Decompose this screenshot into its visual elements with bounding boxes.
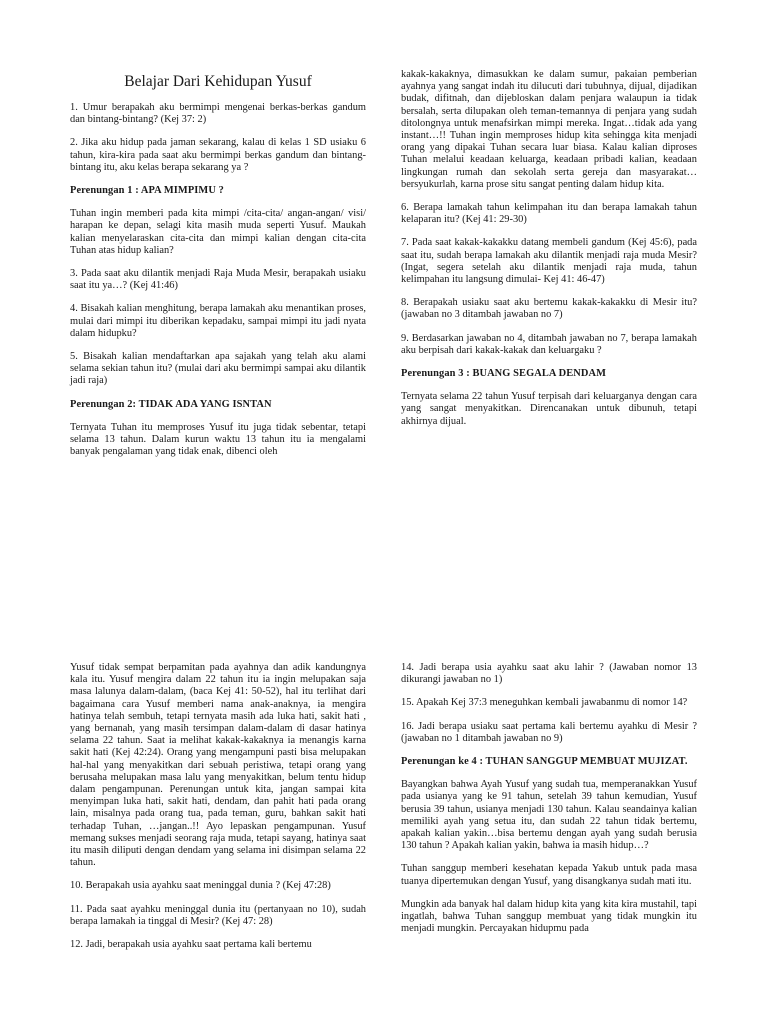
paragraph: 8. Berapakah usiaku saat aku bertemu kakak-kakakku di Mesir itu? (jawaban no 3 ditambah jawaban no 7) — [401, 297, 697, 321]
paragraph: 15. Apakah Kej 37:3 meneguhkan kembali jawabanmu di nomor 14? — [401, 697, 688, 709]
paragraph: 10. Berapakah usia ayahku saat meninggal dunia ? (Kej 47:28) — [70, 880, 331, 892]
paragraph: Bayangkan bahwa Ayah Yusuf yang sudah tua, memperanakkan Yusuf pada usianya yang ke 91 tahun, setelah 39 tahun kemudian, Yusuf berusia 39 tahun, usianya menjadi 130 tahun. Kalau seandainya kalian memiliki ayah yang setua itu, dan sudah 22 tahun tidak bertemu, apakah kalian yakin…bisa bertemu dengan ayah yang sudah berusia 130 tahun ? Apakah kalian yakin, bahwa ia masih hidup…? — [401, 779, 697, 852]
section-heading: Perenungan 1 : APA MIMPIMU ? — [70, 185, 224, 197]
paragraph: 12. Jadi, berapakah usia ayahku saat pertama kali bertemu — [70, 939, 312, 951]
paragraph: 16. Jadi berapa usiaku saat pertama kali bertemu ayahku di Mesir ? (jawaban no 1 ditambah jawaban no 9) — [401, 720, 697, 744]
paragraph: kakak-kakaknya, dimasukkan ke dalam sumur, pakaian pemberian ayahnya yang sangat indah itu dilucuti dari tubuhnya, dijual, dijadikan budak, difitnah, dan dijebloskan dalam penjara walaupun ia tidak bersalah, serta dilupakan oleh teman-temannya di penjara yang sudah ditolongnya untuk menafsirkan mimpi mereka. Ingat…tidak ada yang instant…!! Tuhan ingin memproses hidup kita sehingga kita menjadi orang yang dipakai Tuhan secara luar biasa. Kalau kalian diproses Tuhan melalui keadaan keluarga, keadaan pribadi kalian, keadaan lingkungan rumah dan sekolah serta gereja dan masyarakat…bersyukurlah, karna prose situ sangat penting dalam hidup kita. — [401, 69, 697, 190]
paragraph: 11. Pada saat ayahku meninggal dunia itu (pertanyaan no 10), sudah berapa lamakah ia tinggal di Mesir? (Kej 47: 28) — [70, 903, 366, 927]
paragraph: 4. Bisakah kalian menghitung, berapa lamakah aku menantikan proses, mulai dari mimpi itu diberikan kepadaku, sampai mimpi itu jadi nyata dalam hidupku? — [70, 303, 366, 339]
paragraph: 1. Umur berapakah aku bermimpi mengenai berkas-berkas gandum dan bintang-bintang? (Kej 37: 2) — [70, 102, 366, 126]
paragraph: 14. Jadi berapa usia ayahku saat aku lahir ? (Jawaban nomor 13 dikurangi jawaban no 1) — [401, 662, 697, 686]
page-title: Belajar Dari Kehidupan Yusuf — [124, 73, 312, 90]
paragraph: 9. Berdasarkan jawaban no 4, ditambah jawaban no 7, berapa lamakah aku berpisah dari kakak-kakak dan keluargaku ? — [401, 332, 697, 356]
paragraph: 6. Berapa lamakah tahun kelimpahan itu dan berapa lamakah tahun kelaparan itu? (Kej 41: 29-30) — [401, 202, 697, 226]
paragraph: 2. Jika aku hidup pada jaman sekarang, kalau di kelas 1 SD usiaku 6 tahun, kira-kira pada saat aku bermimpi berkas gandum dan bintang-bintang itu, aku kelas berapa sekarang ya ? — [70, 137, 366, 173]
paragraph: Mungkin ada banyak hal dalam hidup kita yang kita kira mustahil, tapi ingatlah, bahwa Tuhan sanggup membuat yang tidak mungkin itu menjadi mungkin. Percayakan hidupmu pada — [401, 898, 697, 935]
column-3 — [70, 662, 366, 962]
paragraph: 7. Pada saat kakak-kakakku datang membeli gandum (Kej 45:6), pada saat itu, sudah berapa lamakah aku dilantik menjadi raja muda Mesir? (Ingat, segera setelah aku dilantik menjadi raja muda, tahun kelimpahan itu langsung dimulai- Kej 41: 46-47) — [401, 237, 697, 286]
section-heading: Perenungan ke 4 : TUHAN SANGGUP MEMBUAT MUJIZAT. — [401, 756, 688, 768]
paragraph: 5. Bisakah kalian mendaftarkan apa sajakah yang telah aku alami selama sekian tahun itu? (mulai dari aku bermimpi sampai aku dilantik jadi raja) — [70, 351, 366, 387]
column-2 — [401, 69, 697, 439]
section-heading: Perenungan 3 : BUANG SEGALA DENDAM — [401, 368, 606, 380]
paragraph: Ternyata Tuhan itu memproses Yusuf itu juga tidak sebentar, tetapi selama 13 tahun. Dalam kurun waktu 13 tahun itu ia mengalami banyak pengalaman yang tidak enak, dibenci oleh — [70, 421, 366, 458]
paragraph: Tuhan sanggup memberi kesehatan kepada Yakub untuk pada masa tuanya dipertemukan dengan Yusuf, yang disangkanya sudah mati itu. — [401, 863, 697, 887]
paragraph: Tuhan ingin memberi pada kita mimpi /cita-cita/ angan-angan/ visi/ harapan ke depan, selagi kita masih muda seperti Yusuf. Maukah kalian menyelaraskan cita-cita dan mimpi kalian dengan cita-cita Tuhan atas hidup kalian? — [70, 208, 366, 256]
paragraph: Ternyata selama 22 tahun Yusuf terpisah dari keluarganya dengan cara yang sangat menyakitkan. Direncanakan untuk dibunuh, tetapi akhirnya dijual. — [401, 391, 697, 427]
column-4 — [401, 662, 697, 946]
column-1 — [70, 69, 366, 469]
paragraph: 3. Pada saat aku dilantik menjadi Raja Muda Mesir, berapakah usiaku saat itu ya…? (Kej 41:46) — [70, 268, 366, 292]
paragraph: Yusuf tidak sempat berpamitan pada ayahnya dan adik kandungnya kala itu. Yusuf mengira dalam 22 tahun itu ia ingin melupakan saja masa lalunya dalam-dalam, (baca Kej 41: 50-52), hal itu terlihat dari bagaimana cara Yusuf memberi nama anak-anaknya, ia mengira hatinya telah sembuh, tetapi ternyata masih ada luka hati, sakit hati , yang bernanah, yang masih tersimpan dalam-dalam di dasar hatinya selama 22 tahun. Saat ia melihat kakak-kakaknya ia menangis karna sakit hati (Kej 42:24). Orang yang mengampuni pasti bisa melupakan hal-hal yang menyakitkan dari sebuah peristiwa, tetapi orang yang berusaha melupakan masa lalu yang menyakitkan, belum tentu hidup dalam pengampunan. Perenungan untuk kita, jangan sampai kita menyimpan luka hati, sakit hati, dendam, dan pahit hati pada orang lain, misalnya pada orang tua, pada teman, guru, bahkan sakit hati terhadap Tuhan, …jangan..!! Ayo lepaskan pengampunan. Yusuf memang sukses menjadi seorang raja muda, tetapi sayang, hatinya saat itu masih diliputi dengan dendam yang selama ini disimpan selama 22 tahun. — [70, 662, 366, 869]
section-heading: Perenungan 2: TIDAK ADA YANG ISNTAN — [70, 398, 272, 410]
